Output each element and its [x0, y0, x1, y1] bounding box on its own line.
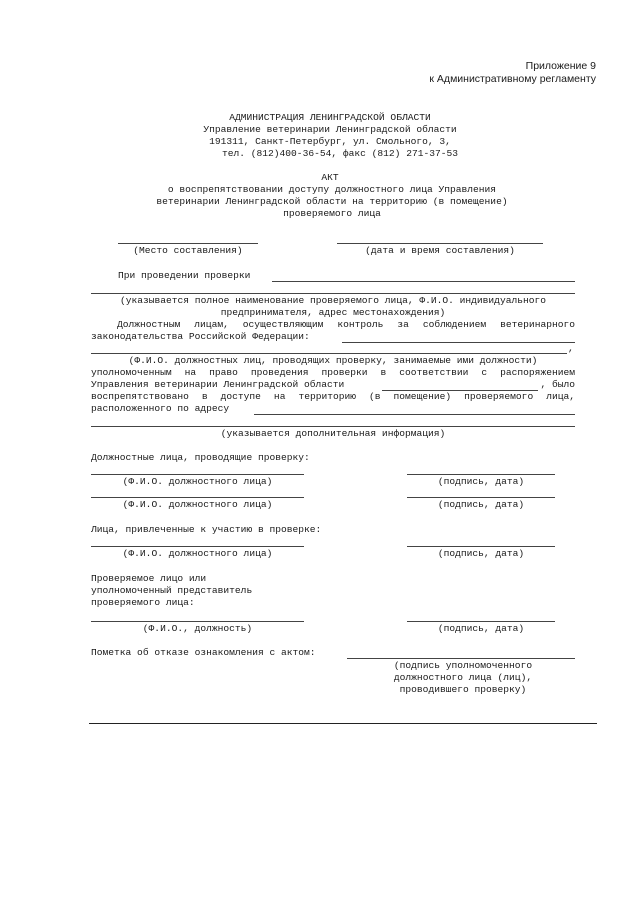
inspected-caption-2: предпринимателя, адрес местонахождения): [220, 307, 446, 318]
authorized-text-4: расположенного по адресу: [91, 403, 230, 414]
place-line[interactable]: [118, 243, 258, 244]
additional-caption: (указывается дополнительная информация): [220, 428, 446, 439]
appendix-regulation: к Административному регламенту: [429, 73, 596, 85]
dept-name: Управление ветеринарии Ленинградской области: [203, 124, 457, 135]
inspector-1-sign-caption: (подпись, дата): [437, 476, 525, 487]
refusal-caption-3: проводившего проверку): [399, 684, 527, 695]
inspector-1-fio-line[interactable]: [91, 474, 304, 475]
inspected-sign-caption: (подпись, дата): [437, 623, 525, 634]
inspected-caption-1: (указывается полное наименование проверяемого лица, Ф.И.О. индивидуального: [119, 295, 547, 306]
inspector-1-fio-caption: (Ф.И.О. должностного лица): [122, 476, 273, 487]
inspector-2-fio-line[interactable]: [91, 497, 304, 498]
appendix-number: Приложение 9: [525, 60, 596, 72]
authorized-text-2: Управления ветеринарии Ленинградской области: [91, 379, 345, 390]
act-subtitle-3: проверяемого лица: [283, 208, 381, 219]
officials-comma: ,: [568, 343, 574, 354]
org-address: 191311, Санкт-Петербург, ул. Смольного, 3,: [209, 136, 451, 147]
additional-line[interactable]: [91, 426, 575, 427]
inspection-line-2[interactable]: [91, 293, 575, 294]
date-line[interactable]: [337, 243, 543, 244]
org-name: АДМИНИСТРАЦИЯ ЛЕНИНГРАДСКОЙ ОБЛАСТИ: [229, 112, 431, 123]
address-line[interactable]: [254, 414, 575, 415]
authorized-text-1: уполномоченным на право проведения проверки в соответствии с распоряжением: [91, 367, 575, 378]
refusal-line[interactable]: [347, 658, 575, 659]
act-subtitle-2: ветеринарии Ленинградской области на территорию (в помещение): [156, 196, 508, 207]
authorized-text-3: воспрепятствовано в доступе на территорию (в помещение) проверяемого лица,: [91, 391, 575, 402]
inspected-label-1: Проверяемое лицо или: [91, 573, 207, 584]
participant-fio-caption: (Ф.И.О. должностного лица): [122, 548, 273, 559]
officials-line-2[interactable]: [91, 353, 567, 354]
refusal-caption-2: должностного лица (лиц),: [393, 672, 533, 683]
participant-fio-line[interactable]: [91, 546, 304, 547]
inspector-1-sign-line[interactable]: [407, 474, 555, 475]
date-caption: (дата и время составления): [365, 245, 515, 256]
inspected-fio-caption: (Ф.И.О., должность): [142, 623, 253, 634]
refusal-caption-1: (подпись уполномоченного: [393, 660, 533, 671]
inspector-2-sign-line[interactable]: [407, 497, 555, 498]
participants-label: Лица, привлеченные к участию в проверке:: [91, 524, 322, 535]
inspected-label-3: проверяемого лица:: [91, 597, 195, 608]
participant-sign-caption: (подпись, дата): [437, 548, 525, 559]
inspector-2-sign-caption: (подпись, дата): [437, 499, 525, 510]
place-caption: (Место составления): [133, 245, 243, 256]
inspected-sign-line[interactable]: [407, 621, 555, 622]
inspector-2-fio-caption: (Ф.И.О. должностного лица): [122, 499, 273, 510]
org-phones: тел. (812)400-36-54, факс (812) 271-37-53: [221, 148, 459, 159]
authorized-was: , было: [540, 379, 575, 390]
inspection-label: При проведении проверки: [118, 270, 251, 281]
inspectors-label: Должностные лица, проводящие проверку:: [91, 452, 310, 463]
inspected-label-2: уполномоченный представитель: [91, 585, 253, 596]
participant-sign-line[interactable]: [407, 546, 555, 547]
inspection-line[interactable]: [272, 281, 575, 282]
bottom-rule: [89, 723, 597, 724]
inspected-fio-line[interactable]: [91, 621, 304, 622]
act-subtitle-1: о воспрепятствовании доступу должностного лица Управления: [167, 184, 497, 195]
officials-line[interactable]: [342, 342, 575, 343]
officials-text-2: законодательства Российской Федерации:: [91, 331, 310, 342]
refusal-label: Пометка об отказе ознакомления с актом:: [91, 647, 316, 658]
officials-caption: (Ф.И.О. должностных лиц, проводящих проверку, занимаемые ими должности): [128, 355, 538, 366]
officials-text-1: Должностным лицам, осуществляющим контроль за соблюдением ветеринарного: [117, 319, 575, 330]
act-title: АКТ: [321, 172, 339, 183]
